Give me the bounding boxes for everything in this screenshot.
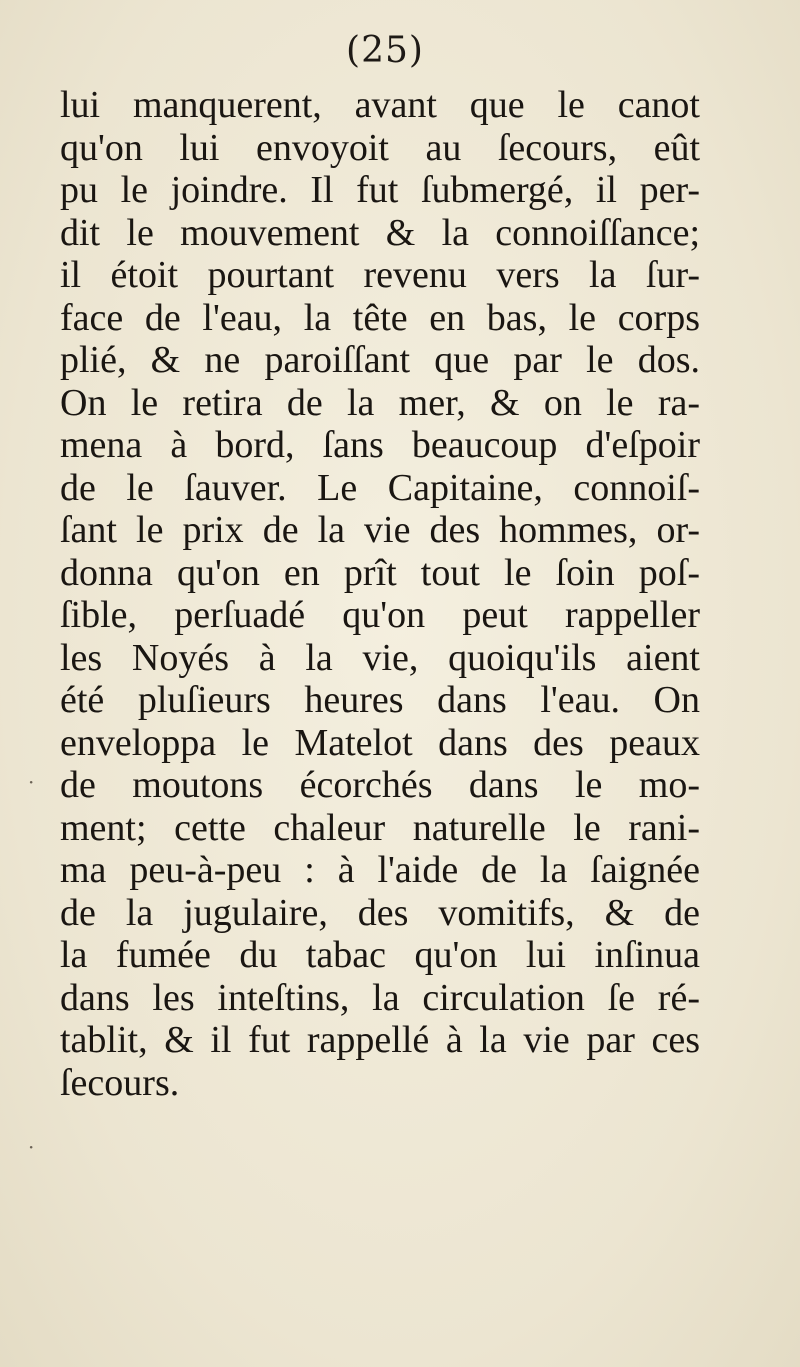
- text-line: de la jugulaire, des vomitifs, & de: [60, 891, 700, 934]
- text-line: plié, & ne paroiſſant que par le dos.: [60, 339, 700, 381]
- text-line: face de l'eau, la tête en bas, le corps: [60, 296, 700, 339]
- text-line: pu le joindre. Il fut ſubmergé, il per-: [60, 169, 700, 211]
- text-line: ment; cette chaleur naturelle le rani-: [60, 806, 700, 849]
- text-line: qu'on lui envoyoit au ſecours, eût: [60, 126, 700, 169]
- text-line: enveloppa le Matelot dans des peaux: [60, 721, 700, 764]
- text-line: On le retira de la mer, & on le ra-: [60, 381, 700, 424]
- text-line: de le ſauver. Le Capitaine, connoiſ-: [60, 466, 700, 509]
- text-line: ſible, perſuadé qu'on peut rappeller: [60, 594, 700, 636]
- text-line: de moutons écorchés dans le mo-: [60, 764, 700, 806]
- text-line: dit le mouvement & la connoiſſance;: [60, 211, 700, 254]
- text-line: tablit, & il fut rappellé à la vie par ces: [60, 1019, 700, 1061]
- text-line: ſant le prix de la vie des hommes, or-: [60, 509, 700, 551]
- text-line: dans les inteſtins, la circulation ſe ré-: [60, 976, 700, 1019]
- text-line: il étoit pourtant revenu vers la ſur-: [60, 254, 700, 296]
- text-line: donna qu'on en prît tout le ſoin poſ-: [60, 551, 700, 594]
- text-line: la fumée du tabac qu'on lui inſinua: [60, 934, 700, 976]
- page-number: (25): [346, 30, 424, 71]
- text-line: été pluſieurs heures dans l'eau. On: [60, 679, 700, 721]
- text-line: ſecours.: [60, 1061, 180, 1104]
- text-line: les Noyés à la vie, quoiqu'ils aient: [60, 636, 700, 679]
- margin-speck: ·: [28, 1135, 35, 1159]
- body-text: [60, 84, 700, 1104]
- margin-speck: ·: [28, 770, 35, 794]
- text-line: mena à bord, ſans beaucoup d'eſpoir: [60, 424, 700, 466]
- text-line: ma peu-à-peu : à l'aide de la ſaignée: [60, 849, 700, 891]
- text-line: lui manquerent, avant que le canot: [60, 84, 700, 126]
